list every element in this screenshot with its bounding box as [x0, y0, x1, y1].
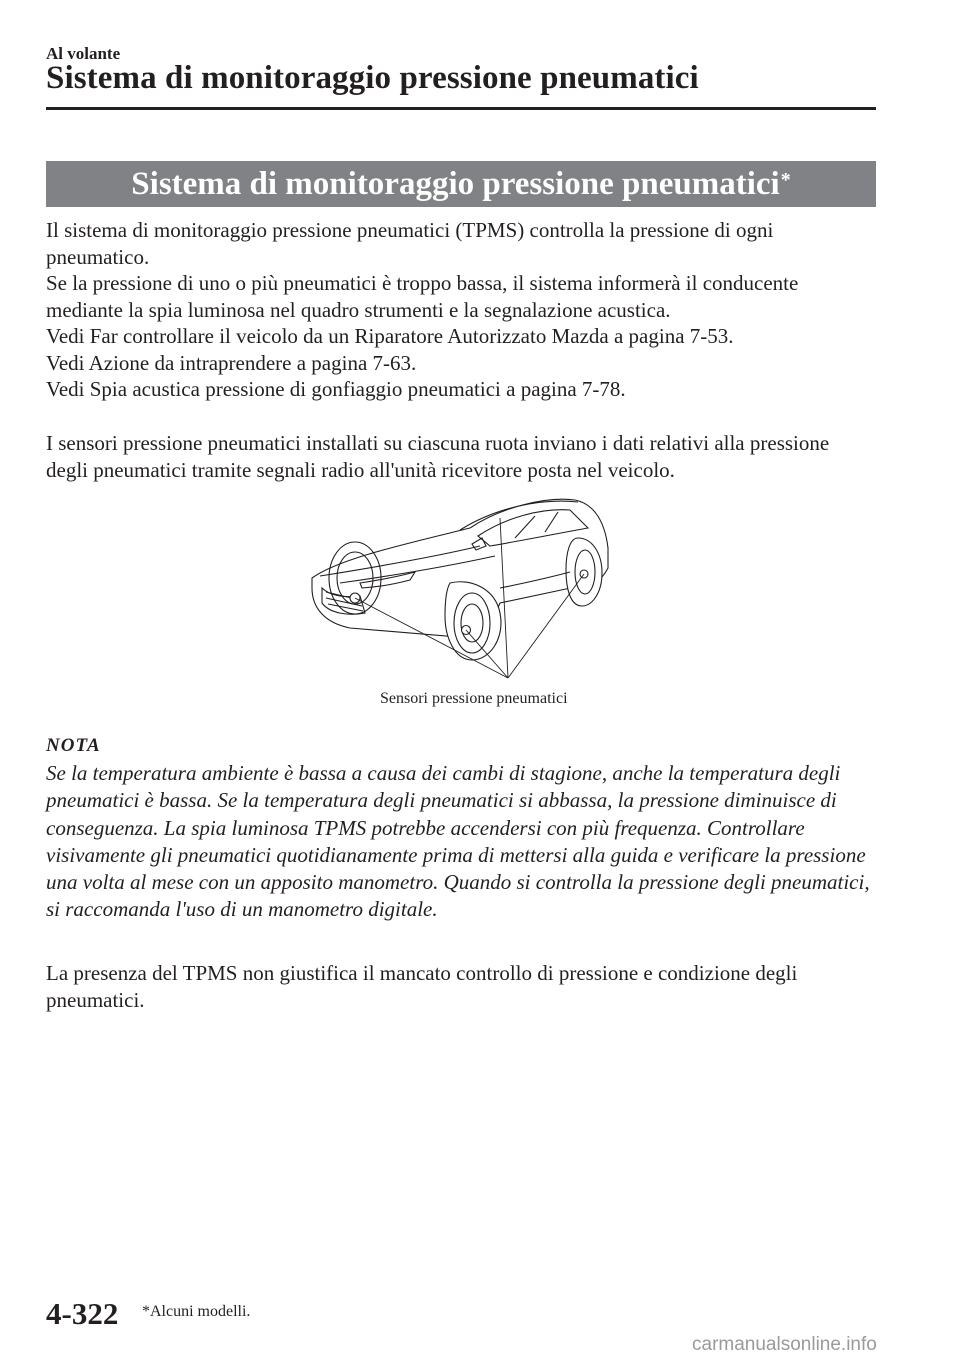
banner-footnote-marker: *: [780, 168, 791, 191]
note-heading: NOTA: [46, 735, 101, 756]
page-title: Sistema di monitoraggio pressione pneumatici: [46, 60, 699, 96]
note-text: Se la temperatura ambiente è bassa a causa dei cambi di stagione, anche la temperatura degli pneumatici è bassa. Se la temperatura degli pneumatici si abbassa, la pressione diminuisce di conseguenza. La spia luminosa TPMS potrebbe accendersi con più frequenza. Controllare visivamente gli pneumatici quotidianamente prima di mettersi alla guida e verificare la pressione una volta al mese con un apposito manometro. Quando si controlla la pressione degli pneumatici, si raccomanda l'uso di un manometro digitale.: [46, 761, 870, 922]
title-divider: [46, 107, 876, 110]
banner-title: Sistema di monitoraggio pressione pneumatici: [131, 165, 780, 202]
footnote: *Alcuni modelli.: [142, 1303, 251, 1320]
section-label: Al volante: [46, 44, 121, 63]
cross-reference: Vedi Spia acustica pressione di gonfiaggio pneumatici a pagina 7-78.: [46, 377, 626, 401]
cross-reference: Vedi Azione da intraprendere a pagina 7-63.: [46, 350, 417, 375]
car-sensor-illustration: [300, 488, 620, 688]
intro-block: [46, 217, 876, 403]
cross-reference: Vedi Far controllare il veicolo da un Riparatore Autorizzato Mazda a pagina 7-53.: [46, 324, 734, 348]
section-banner: [46, 161, 876, 207]
figure-caption: Sensori pressione pneumatici: [380, 690, 568, 707]
page-number: 4-322: [46, 1296, 119, 1331]
intro-paragraph: Se la pressione di uno o più pneumatici è troppo bassa, il sistema informerà il conducente mediante la spia luminosa nel quadro strumenti e la segnalazione acustica.: [46, 271, 799, 322]
sensors-paragraph: I sensori pressione pneumatici installati su ciascuna ruota inviano i dati relativi alla pressione degli pneumatici tramite segnali radio all'unità ricevitore posta nel veicolo.: [46, 431, 830, 482]
closing-paragraph: La presenza del TPMS non giustifica il mancato controllo di pressione e condizione degli pneumatici.: [46, 961, 798, 1012]
intro-paragraph: Il sistema di monitoraggio pressione pneumatici (TPMS) controlla la pressione di ogni pneumatico.: [46, 218, 774, 269]
watermark: carmanualsonline.info: [692, 1334, 877, 1355]
